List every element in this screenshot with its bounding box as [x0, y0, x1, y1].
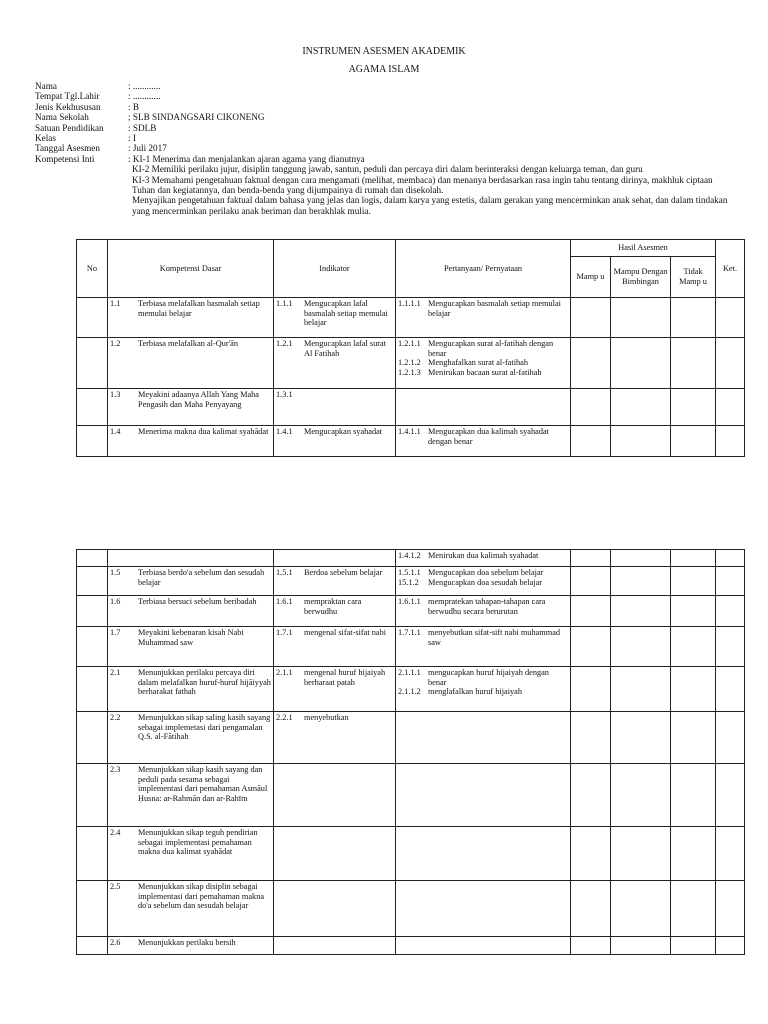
- cell-kompetensi-dasar: [108, 881, 274, 937]
- ki-3: KI-3 Memahami pengetahuan faktual dengan cara mengamati (melihat, membaca) dan menanya berdasarkan rasa ingin tahu tentang dirinya, makhluk ciptaan Tuhan dan kegiatannya, dan benda-benda yang dijumpainya di rumah dan disekolah.: [132, 174, 713, 196]
- cell-indikator: [274, 827, 396, 881]
- kd-number: 1.3: [110, 390, 121, 399]
- assessment-table-1: [76, 239, 745, 457]
- cell-indikator: [274, 338, 396, 389]
- cell-mampu-bimbingan[interactable]: [611, 550, 671, 567]
- table-row: [77, 338, 745, 389]
- kd-text: Meyakini kebenaran kisah Nabi Muhammad saw: [138, 628, 244, 647]
- cell-indikator: [274, 596, 396, 627]
- kd-number: 1.1: [110, 299, 121, 308]
- cell-pertanyaan: [396, 881, 571, 937]
- info-value: : SDLB: [128, 122, 157, 133]
- kd-text: Menunjukkan sikap kasih sayang dan peduli pada sesama sebagai implementasi dari pemahaman Asmāul Ḥusna: ar-Rahmān dan ar-Rahīm: [138, 765, 268, 803]
- cell-mampu[interactable]: [571, 937, 611, 955]
- cell-mampu-bimbingan[interactable]: [611, 764, 671, 827]
- indikator-text: Mengucapkan lafal basmalah setiap memulai belajar: [304, 299, 388, 328]
- cell-ket[interactable]: [716, 596, 745, 627]
- kd-number: 1.2: [110, 339, 121, 348]
- kd-text: Menunjukkan sikap teguh pendirian sebagai implementasi pemahaman makna dua kalimat syahādat: [138, 828, 258, 857]
- table-row: [77, 712, 745, 764]
- cell-tidak-mampu[interactable]: [671, 567, 716, 596]
- cell-tidak-mampu[interactable]: [671, 827, 716, 881]
- cell-indikator: [274, 667, 396, 712]
- header-ket: Ket.: [716, 240, 745, 298]
- pertanyaan-text: Menirukan dua kalimah syahadat: [428, 551, 539, 560]
- info-row-sekolah: [35, 112, 735, 122]
- cell-indikator: [274, 426, 396, 457]
- cell-tidak-mampu[interactable]: [671, 298, 716, 338]
- cell-ket[interactable]: [716, 298, 745, 338]
- header-indikator: Indikator: [274, 240, 396, 298]
- kd-text: Meyakini adaanya Allah Yang Maha Pengasih dan Maha Penyayang: [138, 390, 259, 409]
- indikator-number: 2.2.1: [276, 713, 293, 722]
- pertanyaan-number: 2.1.1.1: [398, 668, 421, 677]
- cell-mampu-bimbingan[interactable]: [611, 338, 671, 389]
- cell-no: [77, 550, 108, 567]
- ki-list: [128, 154, 735, 216]
- kd-text: Menunjukkan sikap saling kasih sayang sebagai implemetasi dari pengamalan Q.S. al-Fātihah: [138, 713, 271, 742]
- assessment-table-2: [76, 549, 745, 955]
- indikator-text: menyebutkan: [304, 713, 349, 722]
- pertanyaan-number: 1.2.1.3: [398, 367, 421, 377]
- cell-no: [77, 881, 108, 937]
- cell-mampu-bimbingan[interactable]: [611, 426, 671, 457]
- pertanyaan-number: 1.4.1.1: [398, 427, 421, 436]
- cell-mampu-bimbingan[interactable]: [611, 881, 671, 937]
- cell-mampu[interactable]: [571, 550, 611, 567]
- pertanyaan-text: Mengucapkan doa sebelum belajar: [428, 568, 544, 577]
- pertanyaan-text: Menghafalkan surat al-fatihah: [428, 358, 528, 368]
- info-label: Kelas: [35, 133, 56, 144]
- cell-no: [77, 627, 108, 667]
- kd-number: 2.4: [110, 828, 121, 837]
- pertanyaan-item: [398, 668, 568, 687]
- pertanyaan-item: [398, 358, 568, 368]
- cell-kompetensi-dasar: [108, 550, 274, 567]
- pertanyaan-number: 1.2.1.2: [398, 358, 421, 368]
- document-title: INSTRUMEN ASESMEN AKADEMIK: [302, 46, 466, 57]
- cell-indikator: [274, 937, 396, 955]
- indikator-text: [304, 390, 393, 400]
- cell-pertanyaan: [396, 550, 571, 567]
- cell-mampu-bimbingan[interactable]: [611, 596, 671, 627]
- cell-tidak-mampu[interactable]: [671, 426, 716, 457]
- cell-indikator: [274, 712, 396, 764]
- table-row: [77, 881, 745, 937]
- cell-mampu[interactable]: [571, 389, 611, 426]
- cell-pertanyaan: [396, 712, 571, 764]
- kd-number: 1.5: [110, 568, 121, 577]
- cell-mampu[interactable]: [571, 567, 611, 596]
- cell-tidak-mampu[interactable]: [671, 596, 716, 627]
- cell-no: [77, 596, 108, 627]
- cell-mampu[interactable]: [571, 667, 611, 712]
- header-hasil-asesmen: Hasil Asesmen: [571, 240, 716, 257]
- header-mampu: Mamp u: [571, 257, 611, 298]
- cell-no: [77, 764, 108, 827]
- cell-pertanyaan: [396, 426, 571, 457]
- cell-mampu-bimbingan[interactable]: [611, 667, 671, 712]
- cell-mampu[interactable]: [571, 298, 611, 338]
- pertanyaan-item: [398, 578, 568, 588]
- info-row-nama: [35, 81, 735, 91]
- indikator-number: 1.2.1: [276, 339, 293, 348]
- cell-no: [77, 712, 108, 764]
- cell-pertanyaan: [396, 567, 571, 596]
- cell-indikator: [274, 881, 396, 937]
- pertanyaan-item: [398, 687, 568, 697]
- pertanyaan-number: 1.6.1.1: [398, 597, 421, 606]
- cell-ket[interactable]: [716, 389, 745, 426]
- cell-no: [77, 567, 108, 596]
- cell-indikator: [274, 298, 396, 338]
- indikator-number: 1.6.1: [276, 597, 293, 606]
- cell-mampu-bimbingan[interactable]: [611, 937, 671, 955]
- info-label: Nama: [35, 81, 57, 91]
- info-row-kelas: [35, 133, 735, 143]
- info-label: Kompetensi Inti: [35, 153, 95, 164]
- kd-number: 1.4: [110, 427, 121, 436]
- cell-no: [77, 338, 108, 389]
- cell-tidak-mampu[interactable]: [671, 667, 716, 712]
- kd-number: 2.5: [110, 882, 121, 891]
- header-pertanyaan: Pertanyaan/ Pernyataan: [396, 240, 571, 298]
- cell-indikator: [274, 550, 396, 567]
- indikator-number: 1.7.1: [276, 628, 293, 637]
- indikator-number: 1.4.1: [276, 427, 293, 436]
- info-label: Tanggal Asesmen: [35, 143, 100, 154]
- pertanyaan-number: 1.1.1.1: [398, 299, 421, 308]
- cell-mampu[interactable]: [571, 426, 611, 457]
- kd-number: 2.3: [110, 765, 121, 774]
- cell-ket[interactable]: [716, 881, 745, 937]
- cell-ket[interactable]: [716, 827, 745, 881]
- cell-kompetensi-dasar: [108, 298, 274, 338]
- info-value: : ............: [128, 81, 161, 91]
- cell-tidak-mampu[interactable]: [671, 937, 716, 955]
- cell-mampu-bimbingan[interactable]: [611, 712, 671, 764]
- pertanyaan-item: [398, 339, 568, 358]
- cell-mampu-bimbingan[interactable]: [611, 567, 671, 596]
- cell-kompetensi-dasar: [108, 389, 274, 426]
- cell-kompetensi-dasar: [108, 827, 274, 881]
- pertanyaan-text: Mengucapkan dua kalimah syahadat dengan benar: [428, 427, 549, 446]
- cell-ket[interactable]: [716, 426, 745, 457]
- cell-no: [77, 389, 108, 426]
- pertanyaan-text: Mengucapkan basmalah setiap memulai belajar: [428, 299, 561, 318]
- pertanyaan-item: [398, 568, 568, 578]
- cell-no: [77, 937, 108, 955]
- cell-tidak-mampu[interactable]: [671, 550, 716, 567]
- cell-ket[interactable]: [716, 567, 745, 596]
- cell-pertanyaan: [396, 827, 571, 881]
- pertanyaan-text: mempratekan tahapan-tahapan cara berwudhu secara berurutan: [428, 597, 546, 616]
- cell-pertanyaan: [396, 298, 571, 338]
- info-value: : B: [128, 101, 139, 112]
- table-row: [77, 298, 745, 338]
- pertanyaan-number: 1.7.1.1: [398, 628, 421, 637]
- cell-tidak-mampu[interactable]: [671, 764, 716, 827]
- info-label: Tempat Tgl.Lahir: [35, 91, 100, 102]
- indikator-number: 1.5.1: [276, 568, 293, 577]
- cell-tidak-mampu[interactable]: [671, 389, 716, 426]
- cell-no: [77, 426, 108, 457]
- cell-mampu[interactable]: [571, 338, 611, 389]
- kd-text: Terbiasa melafalkan al-Qur'ān: [138, 339, 238, 348]
- cell-mampu[interactable]: [571, 627, 611, 667]
- pertanyaan-number: 1.4.1.2: [398, 551, 421, 560]
- document-subtitle: AGAMA ISLAM: [348, 64, 420, 75]
- indikator-text: mempraktan cara berwudhu: [304, 597, 362, 616]
- cell-kompetensi-dasar: [108, 596, 274, 627]
- info-value: : I: [128, 133, 136, 144]
- kd-text: Menerima makna dua kalimat syahādat: [138, 427, 269, 436]
- cell-mampu[interactable]: [571, 764, 611, 827]
- indikator-text: Mengucapkan lafal surat Al Fatihah: [304, 339, 387, 358]
- cell-pertanyaan: [396, 937, 571, 955]
- cell-mampu-bimbingan[interactable]: [611, 298, 671, 338]
- indikator-text: mengenal sifat-sifat nabi: [304, 628, 387, 637]
- table-row: [77, 550, 745, 567]
- cell-mampu-bimbingan[interactable]: [611, 827, 671, 881]
- header-mampu-bimbingan: Mampu Dengan Bimbingan: [611, 257, 671, 298]
- info-value: ; SLB SINDANGSARI CIKONENG: [128, 112, 265, 123]
- table-row: [77, 567, 745, 596]
- cell-pertanyaan: [396, 764, 571, 827]
- pertanyaan-number: 15.1.2: [398, 577, 419, 587]
- info-value: : Juli 2017: [128, 143, 167, 154]
- cell-ket[interactable]: [716, 764, 745, 827]
- cell-ket[interactable]: [716, 937, 745, 955]
- pertanyaan-text: Mengucapkan doa sesudah belajar: [428, 577, 543, 587]
- table-row: [77, 667, 745, 712]
- cell-indikator: [274, 627, 396, 667]
- cell-tidak-mampu[interactable]: [671, 338, 716, 389]
- ki-1: : KI-1 Menerima dan menjalankan ajaran agama yang dianutnya: [128, 153, 365, 164]
- indikator-text: mengenal huruf hijaiyah berharaat patah: [304, 668, 386, 687]
- pertanyaan-item: [398, 551, 568, 561]
- table-row: [77, 389, 745, 426]
- pertanyaan-number: 2.1.1.2: [398, 687, 421, 697]
- ki-4: Menyajikan pengetahuan faktual dalam bahasa yang jelas dan logis, dalam karya yang estetis, dalam gerakan yang mencerminkan anak sehat, dan dalam tindakan yang mencerminkan perilaku anak beriman dan berakhlak mulia.: [132, 195, 728, 216]
- pertanyaan-text: menyebutkan sifat-sift nabi muhammad saw: [428, 628, 561, 647]
- cell-no: [77, 298, 108, 338]
- pertanyaan-text: Mengucapkan surat al-fatihah dengan benar: [428, 339, 554, 358]
- table-row: [77, 596, 745, 627]
- cell-ket[interactable]: [716, 667, 745, 712]
- kd-text: Menunjukkan perilaku percaya diri dalam melafalkan huruf-huruf hijāiyyah berharakat fathah: [138, 668, 271, 697]
- header-kompetensi-dasar: Kompetensi Dasar: [108, 240, 274, 298]
- pertanyaan-item: [398, 628, 568, 647]
- cell-indikator: [274, 764, 396, 827]
- cell-kompetensi-dasar: [108, 426, 274, 457]
- cell-kompetensi-dasar: [108, 567, 274, 596]
- pertanyaan-item: [398, 427, 568, 446]
- cell-kompetensi-dasar: [108, 712, 274, 764]
- table-row: [77, 827, 745, 881]
- indikator-text: Berdoa sebelum belajar: [304, 568, 383, 577]
- info-label: Satuan Pendidikan: [35, 122, 104, 133]
- kd-number: 2.6: [110, 938, 121, 947]
- cell-mampu-bimbingan[interactable]: [611, 627, 671, 667]
- header-tidak-mampu: Tidak Mamp u: [671, 257, 716, 298]
- header-no: No: [77, 240, 108, 298]
- cell-mampu[interactable]: [571, 596, 611, 627]
- indikator-number: 1.3.1: [276, 390, 293, 399]
- pertanyaan-item: [398, 597, 568, 616]
- pertanyaan-text: menglafalkan huruf hijaiyah: [428, 687, 522, 697]
- kd-text: Menunjukkan sikap disiplin sebagai implementasi dari pemahaman makna do'a sebelum dan sesudah belajar: [138, 882, 265, 911]
- pertanyaan-number: 1.2.1.1: [398, 339, 421, 348]
- table-row: [77, 764, 745, 827]
- cell-mampu[interactable]: [571, 827, 611, 881]
- cell-kompetensi-dasar: [108, 627, 274, 667]
- ki-2: KI-2 Memiliki perilaku jujur, disiplin tanggung jawab, santun, peduli dan percaya diri dalam berinteraksi dengan keluarga teman, dan guru: [132, 164, 643, 175]
- cell-pertanyaan: [396, 389, 571, 426]
- kd-number: 2.1: [110, 668, 121, 677]
- cell-kompetensi-dasar: [108, 667, 274, 712]
- info-row-tanggal: [35, 143, 735, 153]
- cell-ket[interactable]: [716, 550, 745, 567]
- pertanyaan-item: [398, 299, 568, 318]
- table-row: [77, 426, 745, 457]
- cell-indikator: [274, 389, 396, 426]
- info-value: : ............: [128, 91, 161, 102]
- cell-pertanyaan: [396, 627, 571, 667]
- cell-no: [77, 667, 108, 712]
- cell-mampu[interactable]: [571, 881, 611, 937]
- cell-tidak-mampu[interactable]: [671, 881, 716, 937]
- info-row-jenis: [35, 102, 735, 112]
- cell-pertanyaan: [396, 667, 571, 712]
- indikator-number: 2.1.1: [276, 668, 293, 677]
- info-row-ttl: [35, 91, 735, 101]
- cell-pertanyaan: [396, 596, 571, 627]
- table-row: [77, 627, 745, 667]
- pertanyaan-text: Menirukan bacaan surat al-fatihah: [428, 367, 542, 377]
- kd-text: Terbiasa melafalkan basmalah setiap memulai belajar: [138, 299, 260, 318]
- kd-number: 2.2: [110, 713, 121, 722]
- pertanyaan-number: 1.5.1.1: [398, 568, 421, 577]
- table-row: [77, 937, 745, 955]
- student-info: [35, 81, 735, 216]
- pertanyaan-text: mengucapkan huruf hijaiyah dengan benar: [428, 668, 549, 687]
- kd-text: Menunjukkan perilaku bersih: [138, 938, 236, 947]
- kd-text: Terbiasa berdo'a sebelum dan sesudah belajar: [138, 568, 265, 587]
- cell-ket[interactable]: [716, 338, 745, 389]
- info-row-satuan: [35, 123, 735, 133]
- cell-ket[interactable]: [716, 627, 745, 667]
- kd-number: 1.7: [110, 628, 121, 637]
- kd-number: 1.6: [110, 597, 121, 606]
- cell-mampu[interactable]: [571, 712, 611, 764]
- info-label: Jenis Kekhususan: [35, 101, 101, 112]
- cell-pertanyaan: [396, 338, 571, 389]
- cell-mampu-bimbingan[interactable]: [611, 389, 671, 426]
- cell-indikator: [274, 567, 396, 596]
- indikator-number: 1.1.1: [276, 299, 293, 308]
- cell-tidak-mampu[interactable]: [671, 712, 716, 764]
- cell-no: [77, 827, 108, 881]
- cell-kompetensi-dasar: [108, 338, 274, 389]
- info-label: Nama Sekolah: [35, 112, 89, 123]
- cell-ket[interactable]: [716, 712, 745, 764]
- cell-tidak-mampu[interactable]: [671, 627, 716, 667]
- cell-kompetensi-dasar: [108, 937, 274, 955]
- indikator-text: Mengucapkan syahadat: [304, 427, 383, 436]
- cell-kompetensi-dasar: [108, 764, 274, 827]
- pertanyaan-item: [398, 368, 568, 378]
- kd-text: Terbiasa bersuci sebelum beribadah: [138, 597, 257, 606]
- info-row-kompetensi-inti: [35, 154, 735, 216]
